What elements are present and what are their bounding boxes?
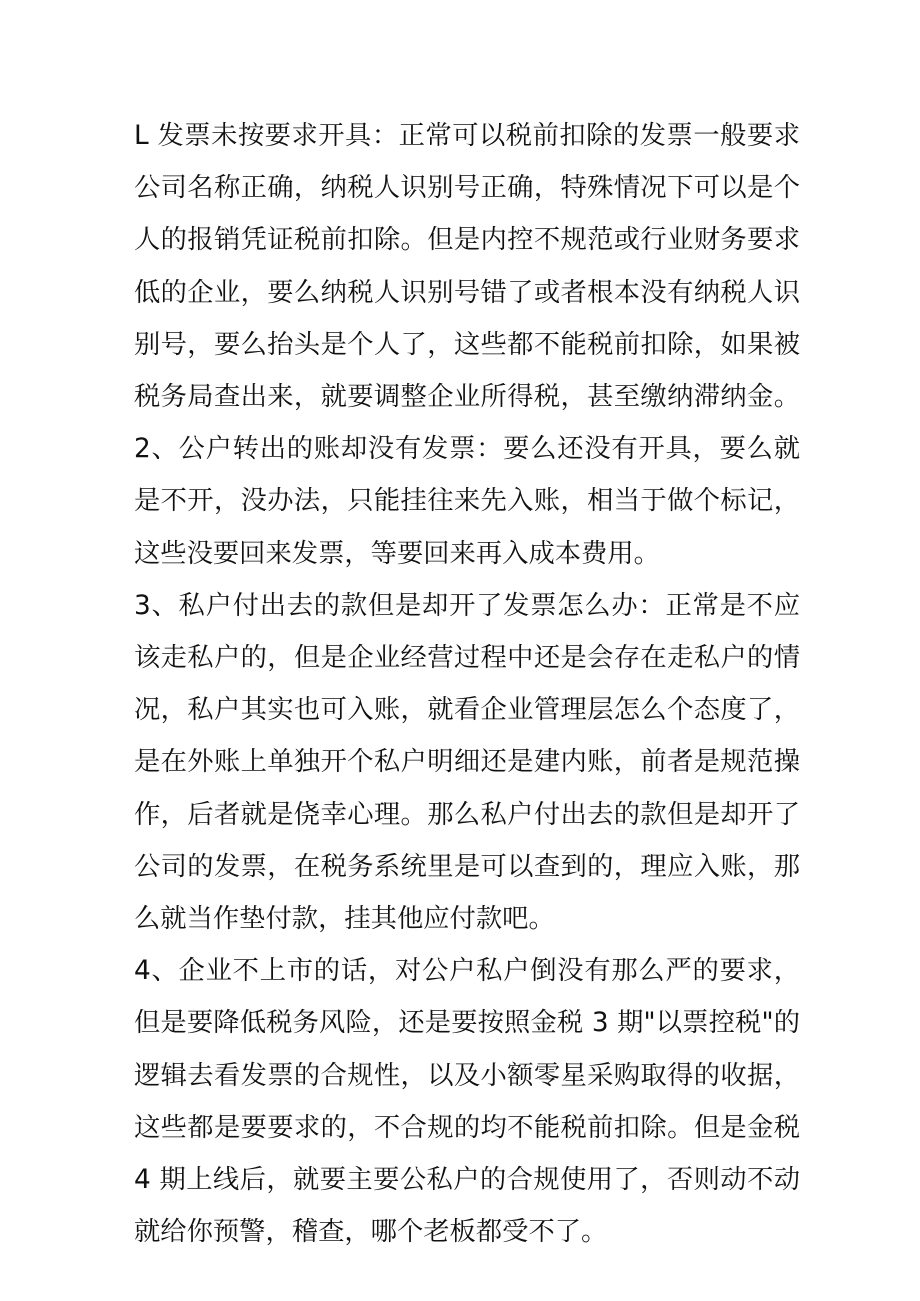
- paragraph-2: 3、私户付出去的款但是却开了发票怎么办：正常是不应该走私户的，但是企业经营过程中还是会存在走私户的情况，私户其实也可入账，就看企业管理层怎么个态度了，是在外账上单独开个私户明细还是建内账，前者是规范操作，后者就是侥幸心理。那么私户付出去的款但是却开了公司的发票，在税务系统里是可以查到的，理应入账，那么就当作垫付款，挂其他应付款吧。: [134, 590, 800, 935]
- paragraph-3: 4、企业不上市的话，对公户私户倒没有那么严的要求，但是要降低税务风险，还是要按照金税 3 期"以票控税"的逻辑去看发票的合规性，以及小额零星采购取得的收据，这些都是要要求的，不合规的均不能税前扣除。但是金税 4 期上线后，就要主要公私户的合规使用了，否则动不动就给你预警，稽查，哪个老板都受不了。: [134, 956, 800, 1248]
- paragraph-1: L 发票未按要求开具：正常可以税前扣除的发票一般要求公司名称正确，纳税人识别号正确，特殊情况下可以是个人的报销凭证税前扣除。但是内控不规范或行业财务要求低的企业，要么纳税人识别号错了或者根本没有纳税人识别号，要么抬头是个人了，这些都不能税前扣除，如果被税务局查出来，就要调整企业所得税，甚至缴纳滞纳金。2、公户转出的账却没有发票：要么还没有开具，要么就是不开，没办法，只能挂往来先入账，相当于做个标记，这些没要回来发票，等要回来再入成本费用。: [134, 121, 800, 569]
- document-body: [134, 110, 800, 1258]
